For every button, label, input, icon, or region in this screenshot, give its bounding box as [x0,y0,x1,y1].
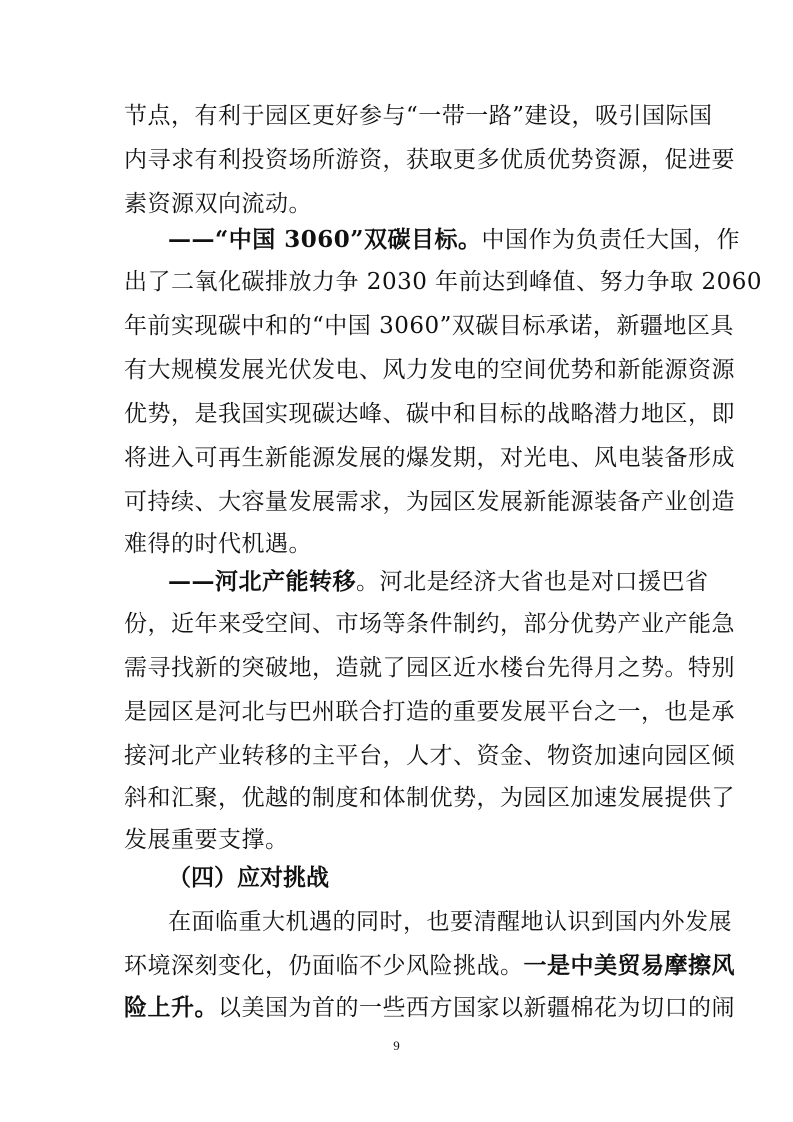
paragraph-4-line-3-rest: 以美国为首的一些西方国家以新疆棉花为切口的闹 [218,995,735,1021]
paragraph-4-line-2-plain: 环境深刻变化，仍面临不少风险挑战。 [124,953,524,979]
paragraph-3-line-2: 份，近年来受空间、市场等条件制约，部分优势产业产能急 [124,611,735,637]
paragraph-3-title: ——河北产能转移 [168,568,356,595]
paragraph-1-line-3: 素资源双向流动。 [124,191,312,217]
paragraph-3-line-5: 接河北产业转移的主平台，人才、资金、物资加速向园区倾 [124,743,735,769]
paragraph-4-line-3-bold: 险上升。 [124,994,218,1021]
paragraph-2-line-2: 出了二氧化碳排放力争 2030 年前达到峰值、努力争取 2060 [124,269,762,295]
paragraph-2-line-6: 将进入可再生新能源发展的爆发期，对光电、风电装备形成 [124,445,735,471]
paragraph-4-line-3 [124,988,735,1028]
section-heading: （四）应对挑战 [168,864,329,891]
paragraph-4-line-1: 在面临重大机遇的同时，也要清醒地认识到国内外发展 [168,909,732,935]
paragraph-2-line-4: 有大规模发展光伏发电、风力发电的空间优势和新能源资源 [124,357,735,383]
paragraph-3-line-1-rest: 。河北是经济大省也是对口援巴省 [356,569,709,595]
paragraph-3-line-3: 需寻找新的突破地，造就了园区近水楼台先得月之势。特别 [124,655,735,681]
paragraph-2-line-3: 年前实现碳中和的“中国 3060”双碳目标承诺，新疆地区具 [124,313,734,339]
page-number: 9 [393,1038,400,1053]
paragraph-2-line-8: 难得的时代机遇。 [124,531,312,557]
paragraph-3-line-4: 是园区是河北与巴州联合打造的重要发展平台之一，也是承 [124,699,735,725]
paragraph-2-title: ——“中国 3060”双碳目标。 [168,226,482,253]
paragraph-2-line-5: 优势，是我国实现碳达峰、碳中和目标的战略潜力地区，即 [124,401,735,427]
paragraph-2-line-7: 可持续、大容量发展需求，为园区发展新能源装备产业创造 [124,489,735,515]
paragraph-3-line-1 [168,562,709,602]
paragraph-2-line-1-rest: 中国作为负责任大国，作 [481,227,740,253]
paragraph-4-line-2-bold: 一是中美贸易摩擦风 [523,952,735,979]
paragraph-1-line-1: 节点，有利于园区更好参与“一带一路”建设，吸引国际国 [124,103,713,129]
paragraph-3-line-7: 发展重要支撑。 [124,827,289,853]
paragraph-4-line-2 [124,946,735,986]
paragraph-3-line-6: 斜和汇聚，优越的制度和体制优势，为园区加速发展提供了 [124,785,735,811]
paragraph-1-line-2: 内寻求有利投资场所游资，获取更多优质优势资源，促进要 [124,147,735,173]
paragraph-2-line-1 [168,220,740,260]
